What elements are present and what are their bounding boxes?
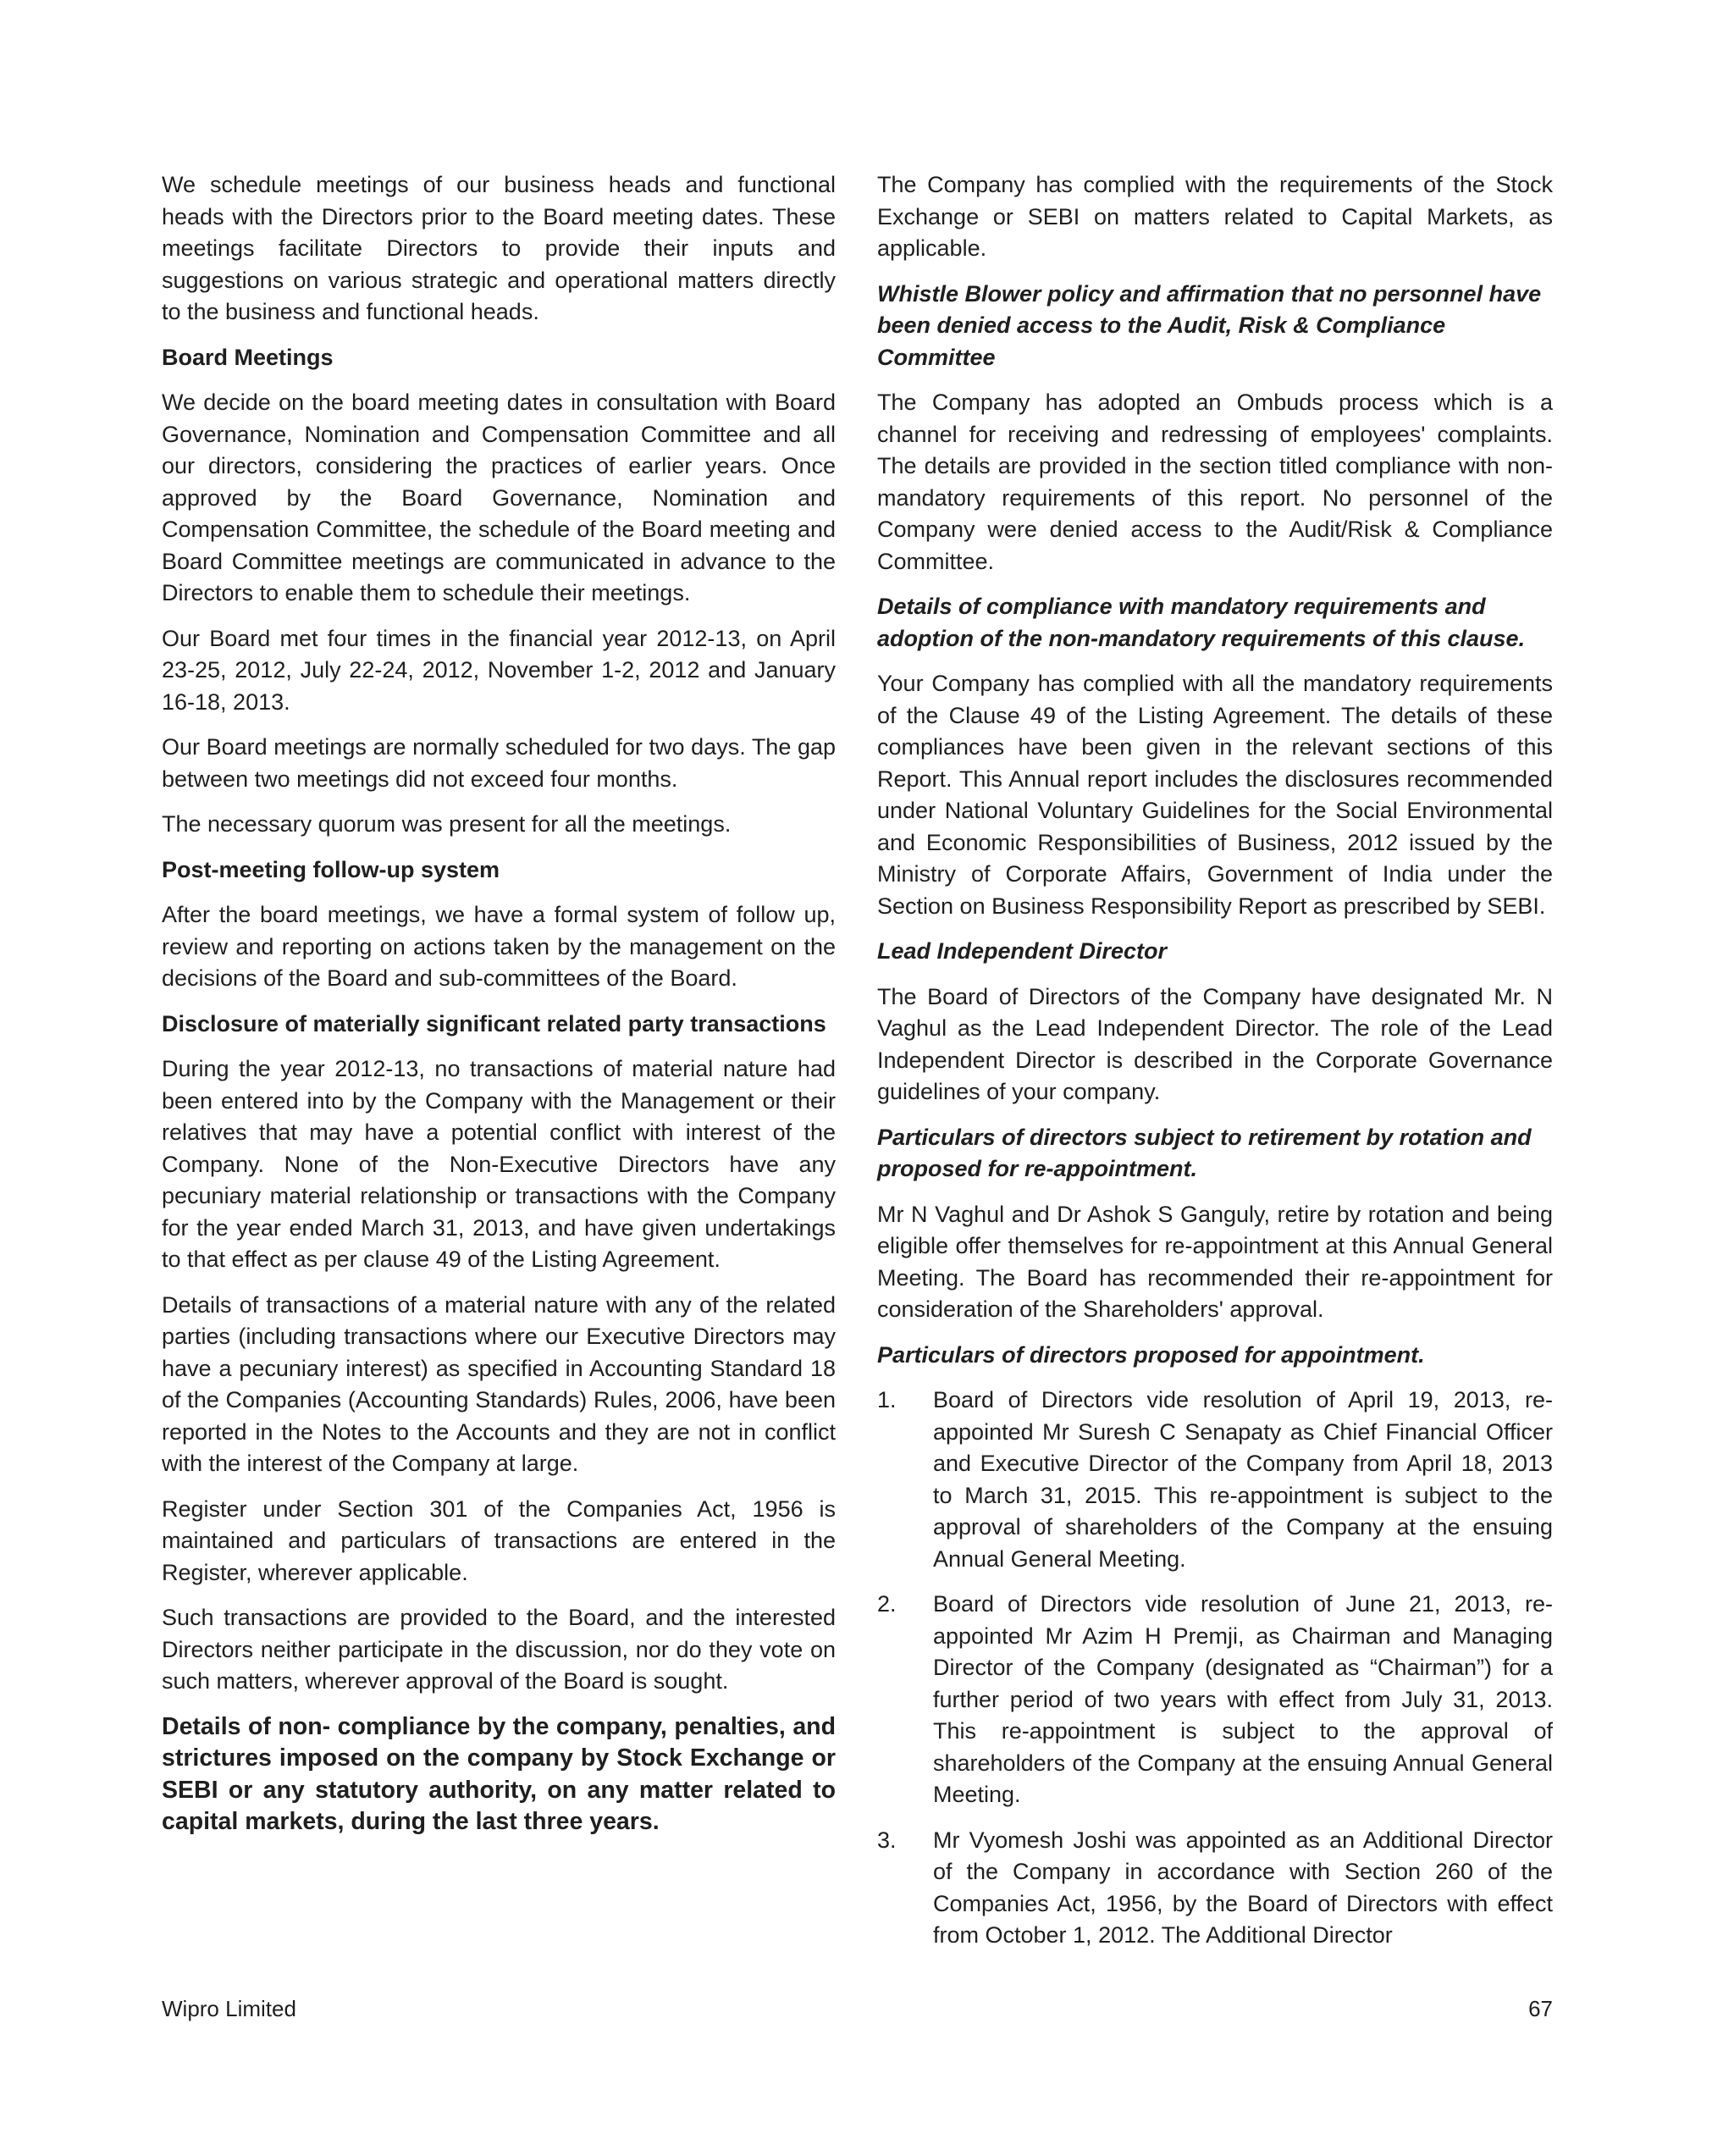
list-item-text: Board of Directors vide resolution of April 19, 2013, re-appointed Mr Suresh C Senapaty as Chief Financial Officer and Executive Director of the Company from April 18, 2013 to March 31, 2015. This re-appointment is subject to the approval of shareholders of the Company at the ensuing Annual General Meeting.	[933, 1387, 1553, 1572]
paragraph-board-met-four-times: Our Board met four times in the financial year 2012-13, on April 23-25, 2012, July 22-24, 2012, November 1-2, 2012 and January 16-18, 2013.	[162, 625, 836, 715]
list-item	[877, 1825, 1553, 1952]
list-item-number: 3.	[877, 1827, 897, 1853]
paragraph-retirement: Mr N Vaghul and Dr Ashok S Ganguly, retire by rotation and being eligible offer themselves for re-appointment at this Annual General Meeting. The Board has recommended their re-appointment for consideration of the Shareholders' approval.	[877, 1201, 1553, 1322]
list-item-text: Mr Vyomesh Joshi was appointed as an Additional Director of the Company in accordance with Section 260 of the Companies Act, 1956, by the Board of Directors with effect from October 1, 2012. The Additional Director	[933, 1827, 1553, 1948]
heading-retirement-by-rotation: Particulars of directors subject to retirement by rotation and proposed for re-appointment.	[877, 1124, 1532, 1181]
footer-page-number: 67	[1528, 1996, 1553, 2021]
paragraph-quorum: The necessary quorum was present for all the meetings.	[162, 811, 732, 837]
list-item-number: 1.	[877, 1387, 897, 1412]
heading-mandatory-compliance: Details of compliance with mandatory requirements and adoption of the non-mandatory requirements of this clause.	[877, 594, 1526, 651]
right-column	[877, 169, 1553, 1965]
heading-proposed-appointment: Particulars of directors proposed for appointment.	[877, 1341, 1425, 1368]
heading-board-meetings: Board Meetings	[162, 344, 334, 370]
heading-non-compliance: Details of non- compliance by the company, penalties, and strictures imposed on the company by Stock Exchange or SEBI or any statutory authority, on any matter related to capital markets, during the last three years.	[162, 1712, 836, 1835]
list-item	[877, 1589, 1553, 1811]
left-column	[162, 169, 836, 1852]
heading-related-party-transactions: Disclosure of materially significant related party transactions	[162, 1010, 826, 1037]
list-item-text: Board of Directors vide resolution of June 21, 2013, re-appointed Mr Azim H Premji, as Chairman and Managing Director of the Company (designated as “Chairman”) for a further period of two years with effect from July 31, 2013. This re-appointment is subject to the approval of shareholders of the Company at the ensuing Annual General Meeting.	[933, 1591, 1553, 1807]
paragraph-ombuds-process: The Company has adopted an Ombuds process which is a channel for receiving and redressing of employees' complaints. The details are provided in the section titled compliance with non-mandatory requirements of this report. No personnel of the Company were denied access to the Audit/Risk & Compliance Committee.	[877, 390, 1553, 574]
paragraph-clause-49-compliance: Your Company has complied with all the mandatory requirements of the Clause 49 of the Listing Agreement. The details of these compliances have been given in the relevant sections of this Report. This Annual report includes the disclosures recommended under National Voluntary Guidelines for the Social Environmental and Economic Responsibilities of Business, 2012 issued by the Ministry of Corporate Affairs, Government of India under the Section on Business Responsibility Report as prescribed by SEBI.	[877, 671, 1553, 919]
footer-company-name: Wipro Limited	[162, 1996, 296, 2021]
list-item-number: 2.	[877, 1591, 897, 1617]
heading-lead-independent-director: Lead Independent Director	[877, 938, 1168, 964]
paragraph-transactions-to-board: Such transactions are provided to the Board, and the interested Directors neither participate in the discussion, nor do they vote on such matters, wherever approval of the Board is sought.	[162, 1605, 836, 1694]
paragraph-business-heads-meetings: We schedule meetings of our business heads and functional heads with the Directors prior to the Board meeting dates. These meetings facilitate Directors to provide their inputs and suggestions on various strategic and operational matters directly to the business and functional heads.	[162, 172, 836, 324]
paragraph-accounting-standard-18: Details of transactions of a material nature with any of the related parties (including transactions where our Executive Directors may have a pecuniary interest) as specified in Accounting Standard 18 of the Companies (Accounting Standards) Rules, 2006, have been reported in the Notes to the Accounts and they are not in conflict with the interest of the Company at large.	[162, 1291, 836, 1476]
paragraph-board-meeting-dates: We decide on the board meeting dates in consultation with Board Governance, Nomination and Compensation Committee and all our directors, considering the practices of earlier years. Once approved by the Board Governance, Nomination and Compensation Committee, the schedule of the Board meeting and Board Committee meetings are communicated in advance to the Directors to enable them to schedule their meetings.	[162, 390, 836, 605]
heading-post-meeting-follow-up: Post-meeting follow-up system	[162, 856, 500, 882]
heading-whistle-blower: Whistle Blower policy and affirmation that no personnel have been denied access to the Audit, Risk & Compliance Committee	[877, 280, 1542, 370]
paragraph-capital-markets-compliance: The Company has complied with the requirements of the Stock Exchange or SEBI on matters related to Capital Markets, as applicable.	[877, 172, 1553, 261]
paragraph-meeting-duration: Our Board meetings are normally scheduled for two days. The gap between two meetings did not exceed four months.	[162, 734, 836, 792]
list-item	[877, 1385, 1553, 1575]
paragraph-register-section-301: Register under Section 301 of the Companies Act, 1956 is maintained and particulars of transactions are entered in the Register, wherever applicable.	[162, 1495, 836, 1585]
paragraph-lead-director: The Board of Directors of the Company have designated Mr. N Vaghul as the Lead Independent Director. The role of the Lead Independent Director is described in the Corporate Governance guidelines of your company.	[877, 983, 1553, 1104]
paragraph-no-material-transactions: During the year 2012-13, no transactions of material nature had been entered into by the Company with the Management or their relatives that may have a potential conflict with interest of the Company. None of the Non-Executive Directors have any pecuniary material relationship or transactions with the Company for the year ended March 31, 2013, and have given undertakings to that effect as per clause 49 of the Listing Agreement.	[162, 1056, 836, 1272]
paragraph-follow-up-system: After the board meetings, we have a formal system of follow up, review and reporting on actions taken by the management on the decisions of the Board and sub-committees of the Board.	[162, 902, 836, 991]
